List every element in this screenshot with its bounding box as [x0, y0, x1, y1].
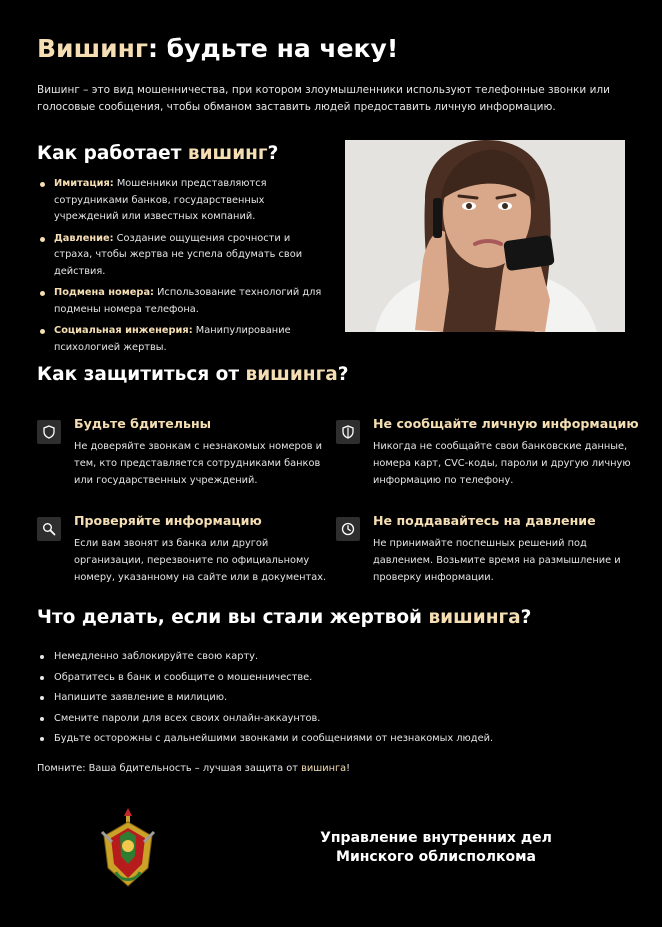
note-end: ! — [346, 763, 351, 774]
tip-text: Не принимайте поспешных решений под давлением. Возьмите время на размышление и проверку информации. — [373, 538, 621, 583]
list-item: Смените пароли для всех своих онлайн-аккаунтов. — [37, 712, 637, 733]
title-highlight: Вишинг — [37, 34, 148, 63]
how-item — [37, 323, 327, 356]
tip-title: Будьте бдительны — [74, 416, 212, 431]
page-title — [37, 34, 398, 63]
protect-heading-text: Как защититься от — [37, 364, 246, 385]
tip-text: Никогда не сообщайте свои банковские данные, номера карт, CVC-коды, пароли и другую личную информацию по телефону. — [373, 441, 631, 486]
how-heading-highlight: вишинг — [187, 143, 268, 164]
shield-check-icon — [336, 420, 360, 444]
victim-heading — [37, 607, 531, 628]
list-item: Немедленно заблокируйте свою карту. — [37, 650, 637, 671]
tip-title: Не сообщайте личную информацию — [373, 416, 639, 431]
how-item-term: Подмена номера: — [54, 287, 154, 298]
how-item-text: Манипулирование психологией жертвы. — [54, 325, 291, 353]
victim-heading-text: Что делать, если вы стали жертвой — [37, 607, 429, 628]
tip-no-personal-info — [336, 416, 639, 489]
tip-text: Если вам звонят из банка или другой организации, перезвоните по официальному номеру, указанному на сайте или в документах. — [74, 538, 327, 583]
org-line-1: Управление внутренних дел — [320, 830, 552, 846]
woman-on-phone-photo — [345, 140, 625, 332]
how-heading — [37, 143, 278, 164]
note-highlight: вишинга — [301, 763, 347, 774]
how-item — [37, 285, 327, 318]
how-item-term: Давление: — [54, 232, 114, 244]
how-item — [37, 231, 327, 281]
title-rest: : будьте на чеку! — [147, 34, 399, 63]
victim-heading-end: ? — [520, 607, 532, 628]
how-item-text: Использование технологий для подмены номера телефона. — [54, 287, 322, 315]
note-text: Помните: Ваша бдительность – лучшая защита от — [37, 763, 302, 774]
tip-text: Не доверяйте звонкам с незнакомых номеров и тем, кто представляется сотрудниками банков или государственных учреждений. — [74, 441, 322, 486]
how-item-text: Создание ощущения срочности и страха, чтобы жертва не успела обдумать свои действия. — [54, 232, 303, 277]
reminder-note — [37, 763, 350, 774]
intro-text: Вишинг – это вид мошенничества, при котором злоумышленники используют телефонные звонки или голосовые сообщения, чтобы обманом заставить людей предоставить личную информацию. — [37, 84, 610, 113]
how-item-term: Социальная инженерия: — [54, 325, 193, 336]
shield-icon — [37, 420, 61, 444]
protect-heading — [37, 364, 348, 385]
clock-icon — [336, 517, 360, 541]
tip-verify-info — [37, 513, 337, 586]
list-item: Напишите заявление в милицию. — [37, 691, 637, 712]
organization-name — [300, 829, 572, 867]
how-item-term: Имитация: — [54, 178, 114, 189]
victim-steps-list — [37, 650, 637, 753]
list-item: Будьте осторожны с дальнейшими звонками и сообщениями от незнакомых людей. — [37, 732, 637, 753]
tip-title: Не поддавайтесь на давление — [373, 513, 596, 528]
how-item-text: Мошенники представляются сотрудниками банков, государственных учреждений или известных компаний. — [54, 178, 267, 222]
protect-heading-end: ? — [337, 364, 349, 385]
how-heading-end: ? — [267, 143, 279, 164]
tip-title: Проверяйте информацию — [74, 513, 262, 528]
victim-heading-highlight: вишинга — [428, 607, 521, 628]
police-emblem-logo — [98, 806, 158, 890]
tip-be-vigilant — [37, 416, 337, 489]
how-item — [37, 176, 327, 226]
protect-heading-highlight: вишинга — [245, 364, 338, 385]
tip-resist-pressure — [336, 513, 636, 586]
org-line-2: Минского облисполкома — [336, 849, 536, 865]
list-item: Обратитесь в банк и сообщите о мошенничестве. — [37, 671, 637, 692]
magnifier-icon — [37, 517, 61, 541]
how-heading-text: Как работает — [37, 143, 188, 164]
how-list — [37, 176, 327, 361]
